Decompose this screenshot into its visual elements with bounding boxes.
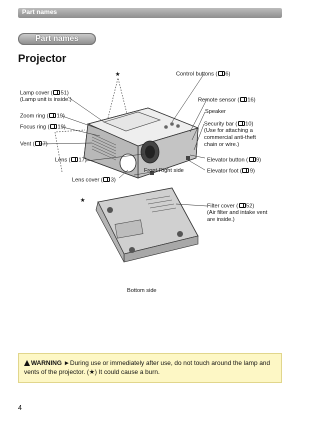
label-security-bar-note-3: chain or wire.)	[204, 142, 240, 148]
hot-star-icon-top: ★	[115, 72, 121, 78]
label-security-bar-note-2: commercial anti-theft	[204, 135, 256, 141]
label-front-right-side: Front-Right side	[144, 168, 184, 174]
label-elevator-foot: Elevator foot ( 9)	[207, 168, 255, 175]
label-control-buttons: Control buttons ( 6)	[176, 71, 231, 78]
page-number: 4	[18, 405, 22, 412]
warning-text-block	[24, 359, 280, 377]
label-elevator-button: Elevator button ( 9)	[207, 157, 262, 164]
warning-text: ►During use or immediately after use, do not touch around the lamp and vents of the projector. (★) It could cause a burn.	[24, 360, 270, 376]
label-filter-cover: Filter cover ( 52)	[207, 203, 255, 210]
label-lens: Lens ( 17)	[55, 157, 87, 164]
projector-bottom-view	[96, 188, 198, 262]
book-icon	[218, 71, 225, 76]
hot-star-icon-bottom: ★	[80, 198, 86, 204]
section-pill-label: Part names	[35, 34, 79, 43]
header-section-label: Part names	[22, 9, 58, 16]
label-focus-ring: Focus ring ( 19)	[20, 124, 66, 131]
book-icon	[240, 97, 247, 102]
book-icon	[53, 90, 60, 95]
book-icon	[35, 141, 42, 146]
book-icon	[249, 157, 256, 162]
label-filter-cover-note-1: (Air filter and intake vent	[207, 210, 268, 216]
label-speaker: Speaker	[205, 109, 226, 115]
page-title: Projector	[18, 53, 67, 65]
warning-triangle-icon	[24, 360, 30, 366]
label-zoom-ring: Zoom ring ( 19)	[20, 113, 65, 120]
label-bottom-side: Bottom side	[127, 288, 157, 294]
book-icon	[242, 168, 249, 173]
book-icon	[238, 121, 245, 126]
book-icon	[49, 113, 56, 118]
warning-box	[18, 353, 282, 383]
book-icon	[71, 157, 78, 162]
label-filter-cover-note-2: are inside.)	[207, 217, 235, 223]
label-remote-sensor: Remote sensor ( 16)	[198, 97, 256, 104]
book-icon	[103, 177, 110, 182]
warning-title: WARNING	[31, 360, 62, 367]
label-security-bar-note-1: (Use for attaching a	[204, 128, 253, 134]
book-icon	[50, 124, 57, 129]
label-lens-cover: Lens cover ( 3)	[72, 177, 116, 184]
label-lamp-cover-note: (Lamp unit is inside.)	[20, 97, 72, 103]
label-lamp-cover: Lamp cover ( 51)	[20, 90, 69, 97]
label-security-bar: Security bar ( 10)	[204, 121, 254, 128]
label-vent: Vent ( 7)	[20, 141, 48, 148]
book-icon	[239, 203, 246, 208]
